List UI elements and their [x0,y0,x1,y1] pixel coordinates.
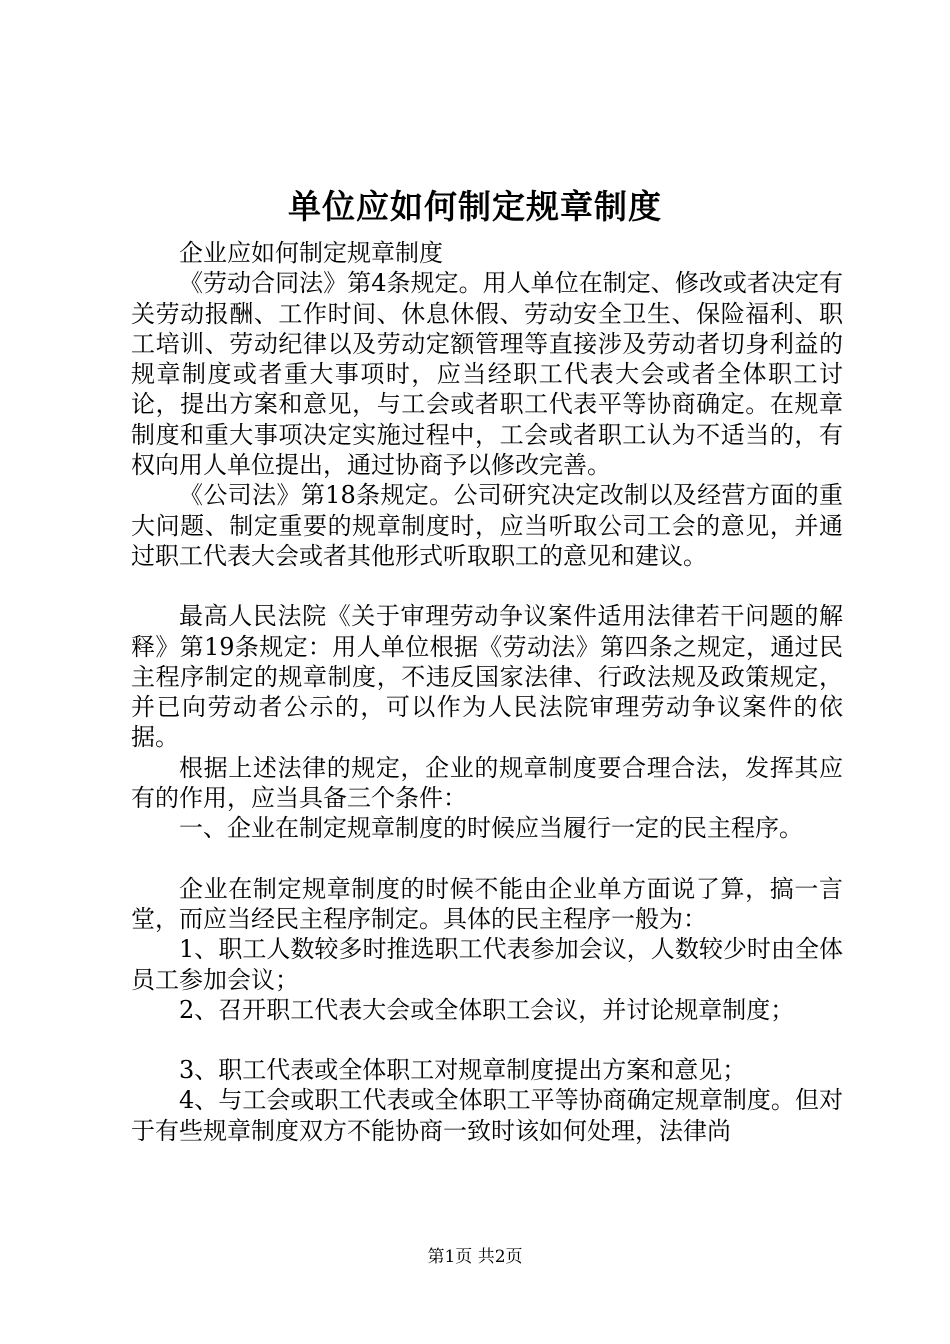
democratic-procedure-paragraph: 企业在制定规章制度的时候不能由企业单方面说了算，搞一言堂，而应当经民主程序制定。具体的民主程序一般为： [131,874,843,933]
document-title: 单位应如何制定规章制度 [288,187,662,226]
procedure-step-2: 2、召开职工代表大会或全体职工会议，并讨论规章制度； [179,995,795,1024]
page-number-footer: 第1页 共2页 [427,1247,523,1267]
condition-one-heading: 一、企业在制定规章制度的时候应当履行一定的民主程序。 [179,814,803,843]
company-law-paragraph: 《公司法》第18条规定。公司研究决定改制以及经营方面的重大问题、制定重要的规章制度时，应当听取公司工会的意见，并通过职工代表大会或者其他形式听取职工的意见和建议。 [131,481,843,570]
subtitle-paragraph: 企业应如何制定规章制度 [179,239,443,267]
procedure-step-4: 4、与工会或职工代表或全体职工平等协商确定规章制度。但对于有些规章制度双方不能协商一致时该如何处理，法律尚 [131,1086,843,1145]
supreme-court-paragraph: 最高人民法院《关于审理劳动争议案件适用法律若干问题的解释》第19条规定：用人单位根据《劳动法》第四条之规定，通过民主程序制定的规章制度，不违反国家法律、行政法规及政策规定，并已向劳动者公示的，可以作为人民法院审理劳动争议案件的依据。 [131,602,843,752]
document-body [131,238,843,1146]
procedure-step-3: 3、职工代表或全体职工对规章制度提出方案和意见； [179,1056,747,1085]
conditions-intro-paragraph: 根据上述法律的规定，企业的规章制度要合理合法，发挥其应有的作用，应当具备三个条件： [131,753,843,813]
procedure-step-1: 1、职工人数较多时推选职工代表参加会议，人数较少时由全体员工参加会议； [131,935,843,994]
labor-contract-law-paragraph: 《劳动合同法》第4条规定。用人单位在制定、修改或者决定有关劳动报酬、工作时间、休息休假、劳动安全卫生、保险福利、职工培训、劳动纪律以及劳动定额管理等直接涉及劳动者切身利益的规章制度或者重大事项时，应当经职工代表大会或者全体职工讨论，提出方案和意见，与工会或者职工代表平等协商确定。在规章制度和重大事项决定实施过程中，工会或者职工认为不适当的，有权向用人单位提出，通过协商予以修改完善。 [131,269,843,480]
